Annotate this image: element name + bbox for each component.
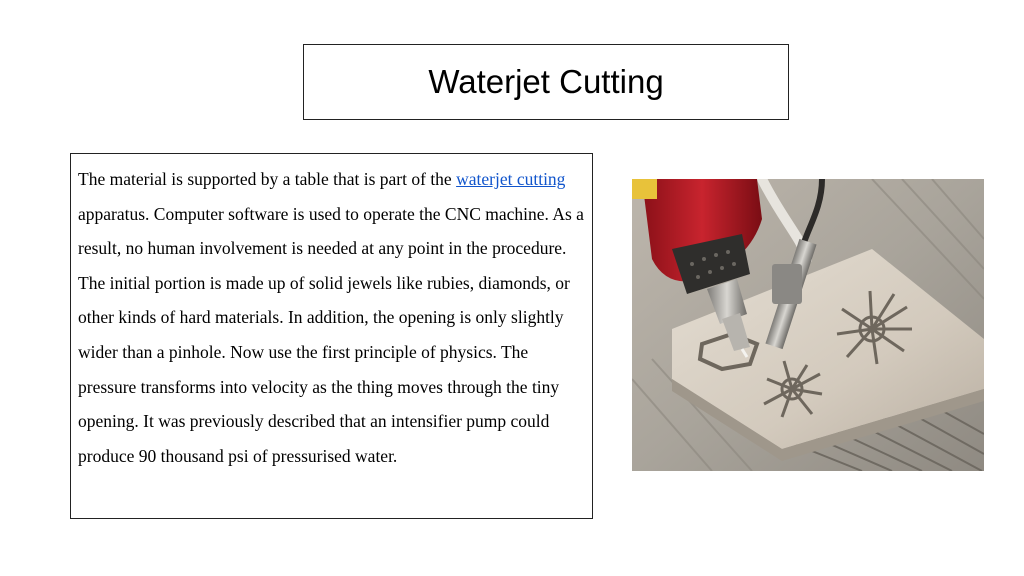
body-text-box	[70, 153, 593, 519]
body-text-before-link: The material is supported by a table that is part of the	[78, 169, 457, 189]
waterjet-cutting-link[interactable]: waterjet cutting	[456, 169, 566, 189]
warning-label	[632, 179, 657, 199]
slide-title: Waterjet Cutting	[428, 63, 664, 100]
waterjet-machine-photo	[632, 179, 984, 471]
body-text-after-link: apparatus. Computer software is used to operate the CNC machine. As a result, no human involvement is needed at any point in the procedure. The initial portion is made up of solid jewels like rubies, diamonds, or other kinds of hard materials. In addition, the opening is only slightly wider than a pinhole. Now use the first principle of physics. The pressure transforms into velocity as the thing moves through the tiny opening. It was previously described that an intensifier pump could produce 90 thousand psi of pressurised water.	[78, 203, 584, 466]
arm-clamp	[772, 264, 802, 304]
title-box	[303, 44, 789, 120]
waterjet-machine-illustration	[632, 179, 984, 471]
body-paragraph	[78, 162, 585, 473]
